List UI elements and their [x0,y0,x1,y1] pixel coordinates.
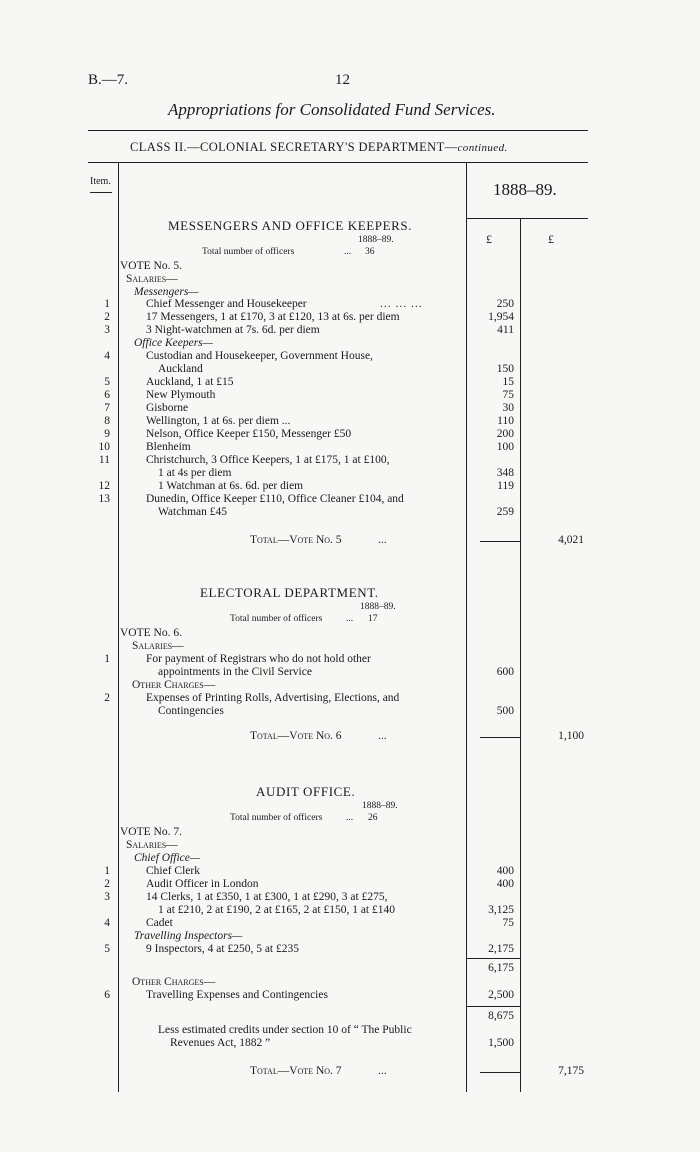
vote-heading: VOTE No. 5. [120,260,182,272]
subtotal-rule [466,1006,520,1007]
officers-year: 1888–89. [358,235,394,245]
line-item-text: Blenheim [146,441,191,453]
header-rule [88,130,588,131]
item-number: 5 [104,943,110,955]
section-title-electoral: ELECTORAL DEPARTMENT. [200,585,379,600]
item-number: 8 [104,415,110,427]
officers-label: Total number of officers [202,247,295,257]
item-number: 6 [104,989,110,1001]
officers-label: Total number of officers [230,813,323,823]
subheading-messengers: Messengers— [134,286,199,298]
line-item-text-cont: Auckland [158,363,203,375]
item-number: 9 [104,428,110,440]
officers-count: 36 [365,247,375,257]
currency-symbol-col2: £ [548,232,554,246]
line-item-amount: 110 [497,415,514,427]
year-header-rule [466,218,588,219]
officers-count: 17 [368,614,378,624]
line-item-amount: 411 [497,324,514,336]
officers-dots: ... [344,247,352,257]
line-item-text: Wellington, 1 at 6s. per diem ... [146,415,291,427]
vote-heading: VOTE No. 6. [120,627,182,639]
credits-amount: 1,500 [488,1037,514,1049]
subtotal-amount: 6,175 [488,962,514,974]
line-item-text: New Plymouth [146,389,216,401]
subtotal-amount: 8,675 [488,1010,514,1022]
line-item-text: Travelling Expenses and Contingencies [146,989,328,1001]
salaries-heading: Salaries— [126,273,178,285]
line-item-text: 1 Watchman at 6s. 6d. per diem [158,480,304,492]
line-item-amount: 1,954 [488,311,514,323]
subheading-travelling-inspectors: Travelling Inspectors— [134,930,243,942]
item-number: 6 [104,389,110,401]
item-number: 12 [98,480,110,492]
subheading-chief-office: Chief Office— [134,852,201,864]
vote-total-amount: 4,021 [558,534,584,546]
item-number: 11 [98,454,110,466]
line-item-text-cont: 1 at £210, 2 at £190, 2 at £165, 2 at £150, 1 at £140 [158,904,395,916]
section-title-messengers: MESSENGERS AND OFFICE KEEPERS. [168,218,413,233]
line-item-amount: 348 [496,467,514,479]
line-item-text: Nelson, Office Keeper £150, Messenger £50 [146,428,352,440]
officers-label: Total number of officers [230,614,323,624]
currency-symbol-col1: £ [486,232,492,246]
line-item-text-cont: Contingencies [158,705,224,717]
item-header-underline [90,192,112,193]
line-item-amount: 100 [496,441,514,453]
item-number: 4 [104,917,110,929]
item-number: 3 [104,324,110,336]
line-item-text: Custodian and Housekeeper, Government House, [146,350,373,362]
line-item-text: Chief Clerk [146,865,200,877]
salaries-heading: Salaries— [132,640,184,652]
line-item-text: Chief Messenger and Housekeeper [146,298,307,310]
total-rule [480,737,520,738]
leader-dots: ... [378,730,387,742]
line-item-text: 17 Messengers, 1 at £170, 3 at £120, 13 at 6s. per diem [146,311,400,323]
page-number: 12 [335,72,350,88]
line-item-text: Audit Officer in London [146,878,259,890]
item-number: 2 [104,692,110,704]
leader-dots: ... [378,534,387,546]
line-item-amount: 200 [496,428,514,440]
total-rule [480,1072,520,1073]
leader-dots: ... ... ... [380,298,423,310]
total-rule [480,541,520,542]
line-item-amount: 400 [496,878,514,890]
vote-total-amount: 7,175 [558,1065,584,1077]
line-item-amount: 2,175 [488,943,514,955]
line-item-text: Gisborne [146,402,189,414]
line-item-text: Christchurch, 3 Office Keepers, 1 at £175, 1 at £100, [146,454,390,466]
item-number: 7 [104,402,110,414]
class-title: CLASS II.—COLONIAL SECRETARY'S DEPARTMENT—continued. [130,140,508,154]
credits-text: Less estimated credits under section 10 of “ The Public [158,1024,412,1036]
line-item-text: Dunedin, Office Keeper £110, Office Cleaner £104, and [146,493,404,505]
line-item-text: Auckland, 1 at £15 [146,376,234,388]
vote-total-label: Total—Vote No. 6 [250,730,342,742]
line-item-amount: 119 [497,480,514,492]
line-item-text: For payment of Registrars who do not hold other [146,653,371,665]
leader-dots: ... [378,1065,387,1077]
line-item-amount: 3,125 [488,904,514,916]
class-rule [88,162,588,163]
officers-year: 1888–89. [362,801,398,811]
line-item-amount: 600 [496,666,514,678]
item-number: 1 [104,865,110,877]
item-column-rule [118,162,119,1092]
item-number: 4 [104,350,110,362]
officers-year: 1888–89. [360,602,396,612]
page-title: Appropriations for Consolidated Fund Services. [168,100,496,119]
item-number: 1 [104,298,110,310]
line-item-text-cont: 1 at 4s per diem [158,467,232,479]
item-number: 5 [104,376,110,388]
line-item-amount: 259 [496,506,514,518]
line-item-text: 14 Clerks, 1 at £350, 1 at £300, 1 at £290, 3 at £275, [146,891,388,903]
salaries-heading: Salaries— [126,839,178,851]
year-header: 1888–89. [493,180,557,199]
vote-heading: VOTE No. 7. [120,826,182,838]
line-item-amount: 75 [502,917,514,929]
item-number: 13 [98,493,110,505]
credits-text-cont: Revenues Act, 1882 ” [170,1037,271,1049]
line-item-amount: 150 [496,363,514,375]
line-item-amount: 250 [496,298,514,310]
amount-column-mid-rule [520,218,521,1092]
line-item-text: 3 Night-watchmen at 7s. 6d. per diem [146,324,320,336]
item-number: 2 [104,311,110,323]
item-number: 10 [98,441,110,453]
officers-dots: ... [346,614,354,624]
line-item-amount: 75 [502,389,514,401]
item-number: 1 [104,653,110,665]
line-item-amount: 500 [496,705,514,717]
officers-count: 26 [368,813,378,823]
item-number: 2 [104,878,110,890]
subtotal-rule [466,958,520,959]
item-column-header: Item. [90,176,111,187]
line-item-text: Cadet [146,917,173,929]
line-item-amount: 400 [496,865,514,877]
item-number: 3 [104,891,110,903]
vote-total-label: Total—Vote No. 5 [250,534,342,546]
line-item-amount: 30 [502,402,514,414]
other-charges-heading: Other Charges— [132,976,216,988]
section-title-audit: AUDIT OFFICE. [256,784,356,799]
line-item-amount: 15 [502,376,514,388]
line-item-text-cont: Watchman £45 [158,506,228,518]
officers-dots: ... [346,813,354,823]
line-item-text: Expenses of Printing Rolls, Advertising, Elections, and [146,692,400,704]
vote-total-amount: 1,100 [558,730,584,742]
line-item-text-cont: appointments in the Civil Service [158,666,312,678]
page-ref: B.—7. [88,72,129,88]
line-item-text: 9 Inspectors, 4 at £250, 5 at £235 [146,943,299,955]
line-item-amount: 2,500 [488,989,514,1001]
vote-total-label: Total—Vote No. 7 [250,1065,342,1077]
other-charges-heading: Other Charges— [132,679,216,691]
subheading-office-keepers: Office Keepers— [134,337,213,349]
